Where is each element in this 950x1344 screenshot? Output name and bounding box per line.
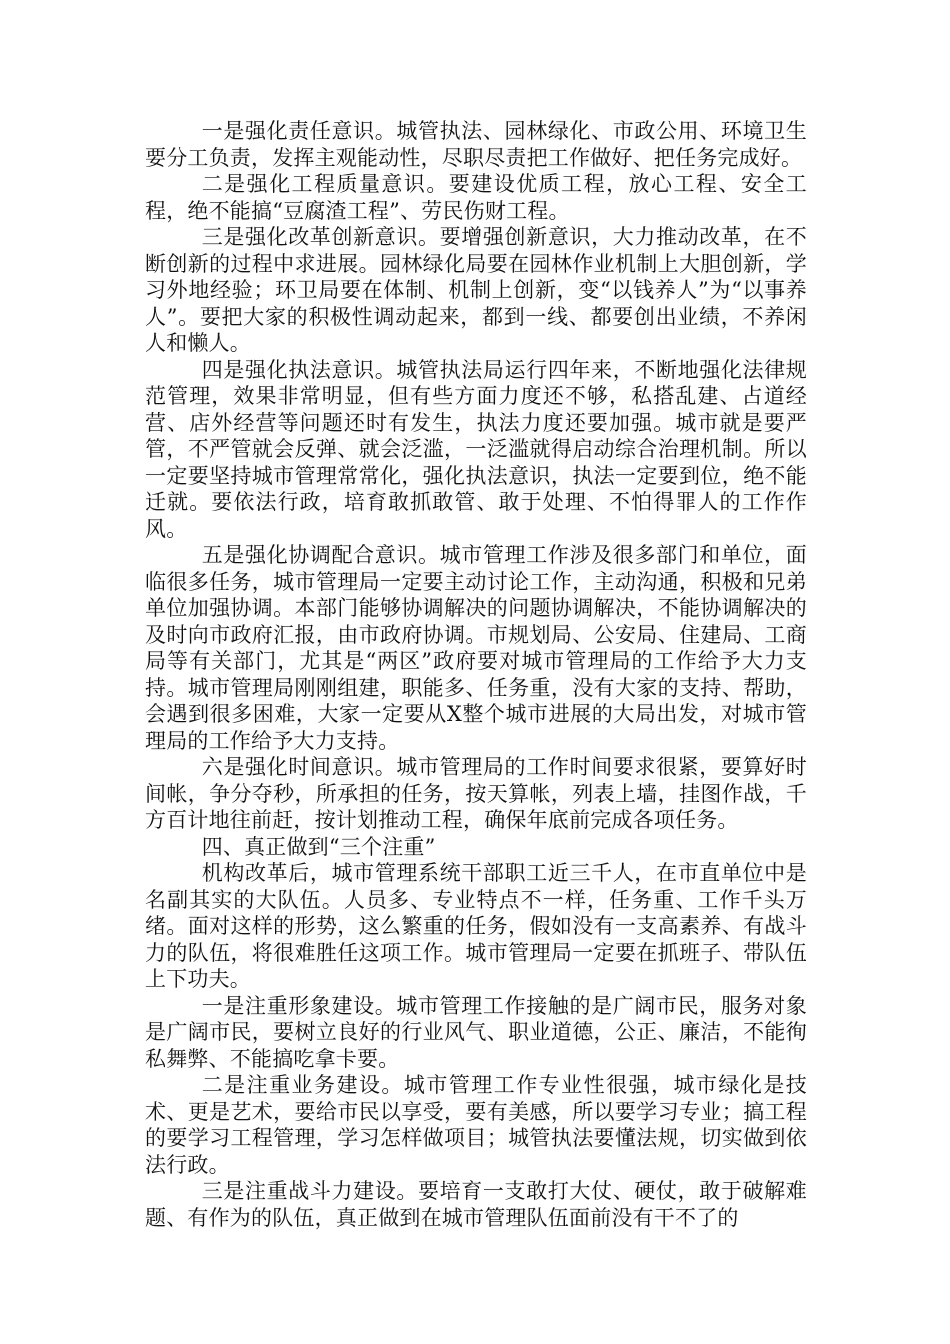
paragraph-responsibility: 一是强化责任意识。城管执法、园林绿化、市政公用、环境卫生要分工负责，发挥主观能动性，尽职尽责把工作做好、把任务完成好。 xyxy=(145,119,807,170)
paragraph-quality: 二是强化工程质量意识。要建设优质工程，放心工程、安全工程，绝不能搞“豆腐渣工程”、劳民伤财工程。 xyxy=(145,172,807,223)
paragraph-image-building: 一是注重形象建设。城市管理工作接触的是广阔市民，服务对象是广阔市民，要树立良好的行业风气、职业道德，公正、廉洁，不能徇私舞弊、不能搞吃拿卡要。 xyxy=(145,993,807,1071)
paragraph-team-intro: 机构改革后，城市管理系统干部职工近三千人，在市直单位中是名副其实的大队伍。人员多、专业特点不一样，任务重、工作千头万绪。面对这样的形势，这么繁重的任务，假如没有一支高素养、有战斗力的队伍，将很难胜任这项工作。城市管理局一定要在抓班子、带队伍上下功夫。 xyxy=(145,861,807,991)
paragraph-combat-building: 三是注重战斗力建设。要培育一支敢打大仗、硬仗，敢于破解难题、有作为的队伍，真正做到在城市管理队伍面前没有干不了的 xyxy=(145,1179,807,1230)
paragraph-coordination: 五是强化协调配合意识。城市管理工作涉及很多部门和单位，面临很多任务，城市管理局一定要主动讨论工作，主动沟通，积极和兄弟单位加强协调。本部门能够协调解决的问题协调解决，不能协调解决的及时向市政府汇报，由市政府协调。市规划局、公安局、住建局、工商局等有关部门，尤其是“两区”政府要对城市管理局的工作给予大力支持。城市管理局刚刚组建，职能多、任务重，没有大家的支持、帮助，会遇到很多困难，大家一定要从X整个城市进展的大局出发，对城市管理局的工作给予大力支持。 xyxy=(145,543,807,753)
section-heading: 四、真正做到“三个注重” xyxy=(201,834,436,859)
document-body xyxy=(145,118,807,1231)
paragraph-law-enforcement: 四是强化执法意识。城管执法局运行四年来，不断地强化法律规范管理，效果非常明显，但有些方面力度还不够，私搭乱建、占道经营、店外经营等问题还时有发生，执法力度还要加强。城市就是要严管，不严管就会反弹、就会泛滥，一泛滥就得启动综合治理机制。所以一定要坚持城市管理常常化，强化执法意识，执法一定要到位，绝不能迁就。要依法行政，培育敢抓敢管、敢于处理、不怕得罪人的工作作风。 xyxy=(145,357,807,541)
paragraph-innovation: 三是强化改革创新意识。要增强创新意识，大力推动改革，在不断创新的过程中求进展。园林绿化局要在园林作业机制上大胆创新，学习外地经验；环卫局要在体制、机制上创新，变“以钱养人”为“以事养人”。要把大家的积极性调动起来，都到一线、都要创出业绩，不养闲人和懒人。 xyxy=(145,225,807,355)
paragraph-professional-building: 二是注重业务建设。城市管理工作专业性很强，城市绿化是技术、更是艺术，要给市民以享受，要有美感，所以要学习专业；搞工程的要学习工程管理，学习怎样做项目；城管执法要懂法规，切实做到依法行政。 xyxy=(145,1073,807,1177)
paragraph-time: 六是强化时间意识。城市管理局的工作时间要求很紧，要算好时间帐，争分夺秒，所承担的任务，按天算帐，列表上墙，挂图作战，千方百计地往前赶，按计划推动工程，确保年底前完成各项任务。 xyxy=(145,755,807,832)
